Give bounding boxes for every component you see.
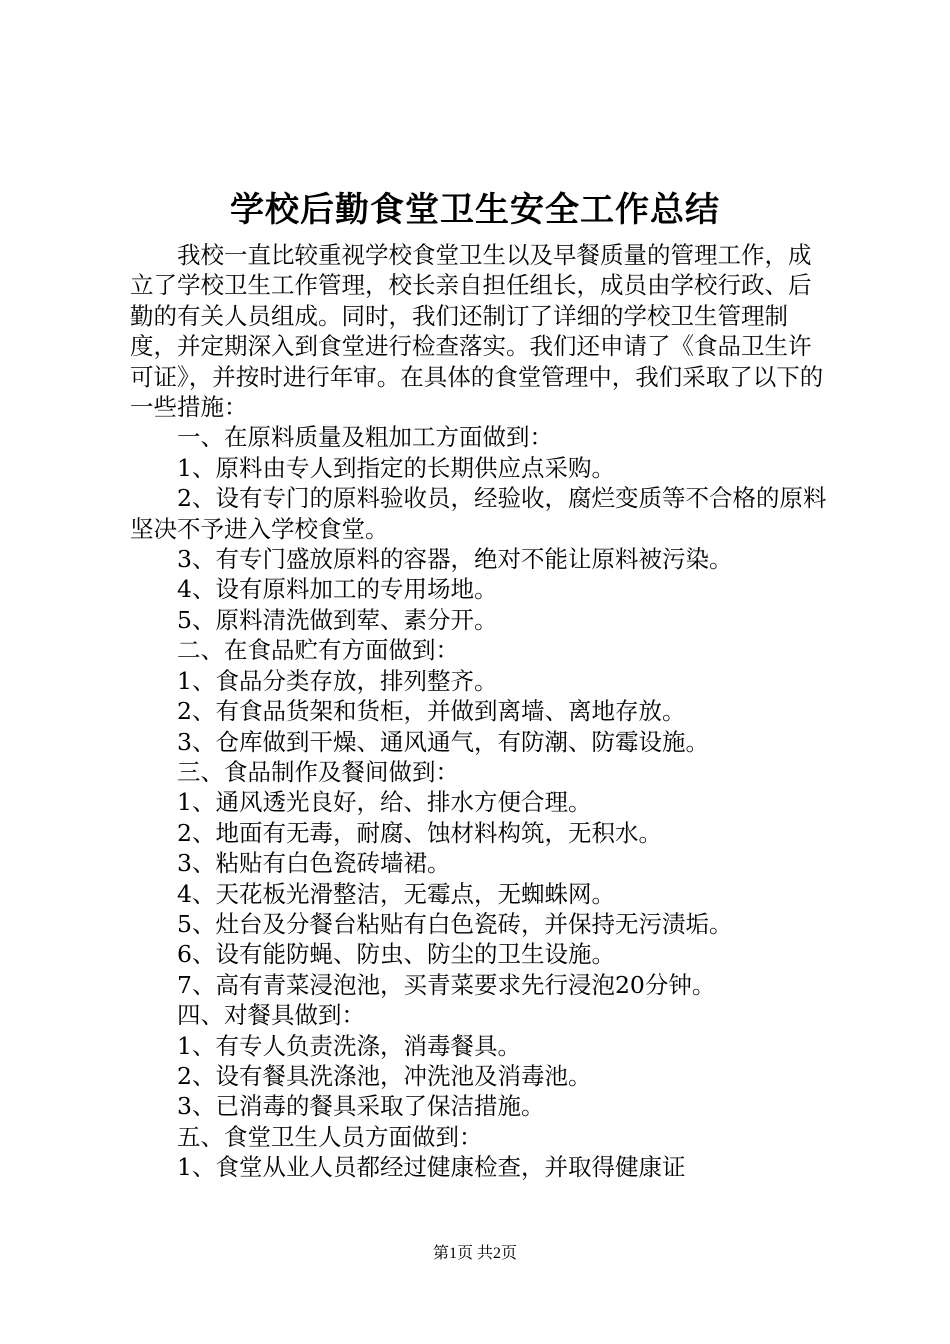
list-item: 2、有食品货架和货柜，并做到离墙、离地存放。 [177, 697, 686, 726]
list-item: 1、食品分类存放，排列整齐。 [177, 666, 498, 695]
list-item: 3、粘贴有白色瓷砖墙裙。 [177, 849, 451, 878]
list-item: 2、设有餐具洗涤池，冲洗池及消毒池。 [177, 1061, 592, 1090]
list-item: 2、地面有无毒，耐腐、蚀材料构筑，无积水。 [177, 818, 662, 847]
list-item: 5、原料清洗做到荤、素分开。 [177, 605, 498, 634]
list-item: 4、设有原料加工的专用场地。 [177, 575, 498, 604]
list-item: 6、设有能防蝇、防虫、防尘的卫生设施。 [177, 940, 615, 969]
list-item: 5、灶台及分餐台粘贴有白色瓷砖，并保持无污渍垢。 [177, 909, 733, 938]
list-item: 1、有专人负责洗涤，消毒餐具。 [177, 1031, 521, 1060]
list-item: 1、通风透光良好，给、排水方便合理。 [177, 788, 592, 817]
page-footer: 第1页 共2页 [432, 1245, 517, 1262]
list-item: 3、已消毒的餐具采取了保洁措施。 [177, 1092, 545, 1121]
document-body [130, 240, 830, 1183]
section-heading: 五、食堂卫生人员方面做到： [177, 1122, 483, 1151]
list-item: 4、天花板光滑整洁，无霉点，无蜘蛛网。 [177, 879, 615, 908]
list-item: 3、有专门盛放原料的容器，绝对不能让原料被污染。 [177, 545, 733, 574]
list-item: 1、原料由专人到指定的长期供应点采购。 [177, 453, 615, 482]
section-heading: 二、在食品贮有方面做到： [177, 636, 459, 665]
list-item: 7、高有青菜浸泡池，买青菜要求先行浸泡20分钟。 [177, 970, 716, 999]
list-item: 1、食堂从业人员都经过健康检查，并取得健康证 [177, 1153, 686, 1182]
list-item: 2、设有专门的原料验收员，经验收，腐烂变质等不合格的原料坚决不予进入学校食堂。 [130, 484, 827, 543]
section-heading: 四、对餐具做到： [177, 1001, 365, 1030]
section-heading: 一、在原料质量及粗加工方面做到： [177, 423, 553, 452]
intro-paragraph: 我校一直比较重视学校食堂卫生以及早餐质量的管理工作，成立了学校卫生工作管理，校长亲自担任组长，成员由学校行政、后勤的有关人员组成。同时，我们还制订了详细的学校卫生管理制度，并定期深入到食堂进行检查落实。我们还申请了《食品卫生许可证》，并按时进行年审。在具体的食堂管理中，我们采取了以下的一些措施： [130, 241, 824, 422]
list-item: 3、仓库做到干燥、通风通气，有防潮、防霉设施。 [177, 727, 709, 756]
document-title: 学校后勤食堂卫生安全工作总结 [230, 190, 720, 230]
section-heading: 三、食品制作及餐间做到： [177, 757, 459, 786]
